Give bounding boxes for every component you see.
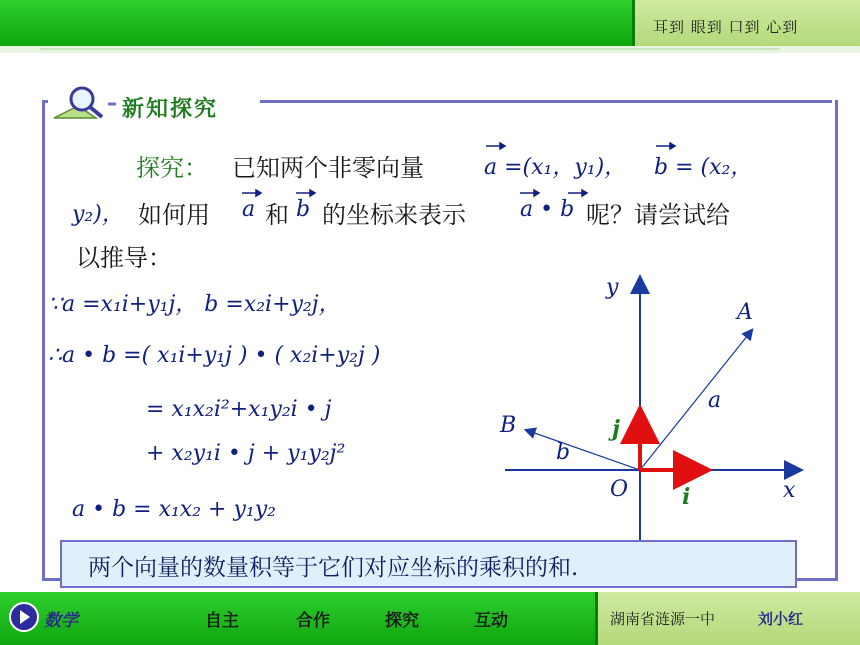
derive-text: 以推导：: [76, 244, 172, 272]
line2-vector-a: a: [242, 197, 256, 222]
teacher-name: 刘小红: [758, 610, 804, 628]
vector-a-line: [640, 330, 752, 470]
top-tab-text: 耳到 眼到 口到 心到: [653, 18, 799, 36]
and-text: 和: [265, 201, 289, 229]
coord-text: 的坐标来表示: [322, 201, 466, 229]
explore-label: 探究：: [136, 154, 208, 182]
footer-tab-autonomy[interactable]: 自主: [205, 611, 239, 631]
question-text: 呢？请尝试给: [586, 201, 730, 229]
x-axis-label: x: [783, 478, 796, 503]
footer-tab-explore[interactable]: 探究: [385, 611, 419, 631]
y2-text: y₂)，: [72, 202, 124, 227]
expand-step1: = x₁x₂i²+x₁y₂i • j: [146, 397, 332, 422]
school-name: 湖南省涟源一中: [610, 610, 716, 628]
unit-i-label: i: [682, 484, 691, 510]
conclusion-box: [60, 540, 797, 588]
subject-label: 数学: [44, 611, 78, 631]
therefore-line: ∴a • b =( x₁i+y₁j ) • ( x₂i+y₂j ): [48, 343, 381, 368]
how-text: 如何用: [138, 201, 210, 229]
explore-text: 已知两个非零向量: [232, 154, 424, 182]
unit-j-label: j: [612, 416, 620, 442]
expand-step2: + x₂y₁i • j + y₁y₂j²: [146, 441, 346, 466]
vector-b-label: b: [556, 440, 571, 465]
line2-vector-b: b: [296, 197, 311, 222]
conclusion-text: 两个向量的数量积等于它们对应坐标的乘积的和.: [88, 555, 579, 581]
vector-a-label: a: [708, 388, 722, 413]
dot-product-result: a • b = x₁x₂ + y₁y₂: [72, 497, 276, 522]
vector-a-def: a =(x₁，y₁)，: [484, 155, 627, 180]
since-line: ∵a =x₁i+y₁j， b =x₂i+y₂j，: [48, 292, 341, 317]
point-b-label: B: [500, 413, 517, 438]
y-axis-label: y: [606, 275, 619, 300]
section-title: 新知探究: [122, 97, 219, 122]
footer-tab-cooperation[interactable]: 合作: [296, 611, 330, 631]
footer-tab-interaction[interactable]: 互动: [474, 611, 508, 631]
footer-credit-panel: [595, 592, 860, 645]
vector-b-line: [526, 430, 640, 470]
vector-b-def: b = (x₂，: [654, 155, 753, 180]
play-button-icon[interactable]: [9, 602, 39, 632]
origin-label: O: [610, 477, 629, 502]
line2-dot-product: a • b: [520, 197, 575, 222]
point-a-label: A: [737, 300, 753, 325]
